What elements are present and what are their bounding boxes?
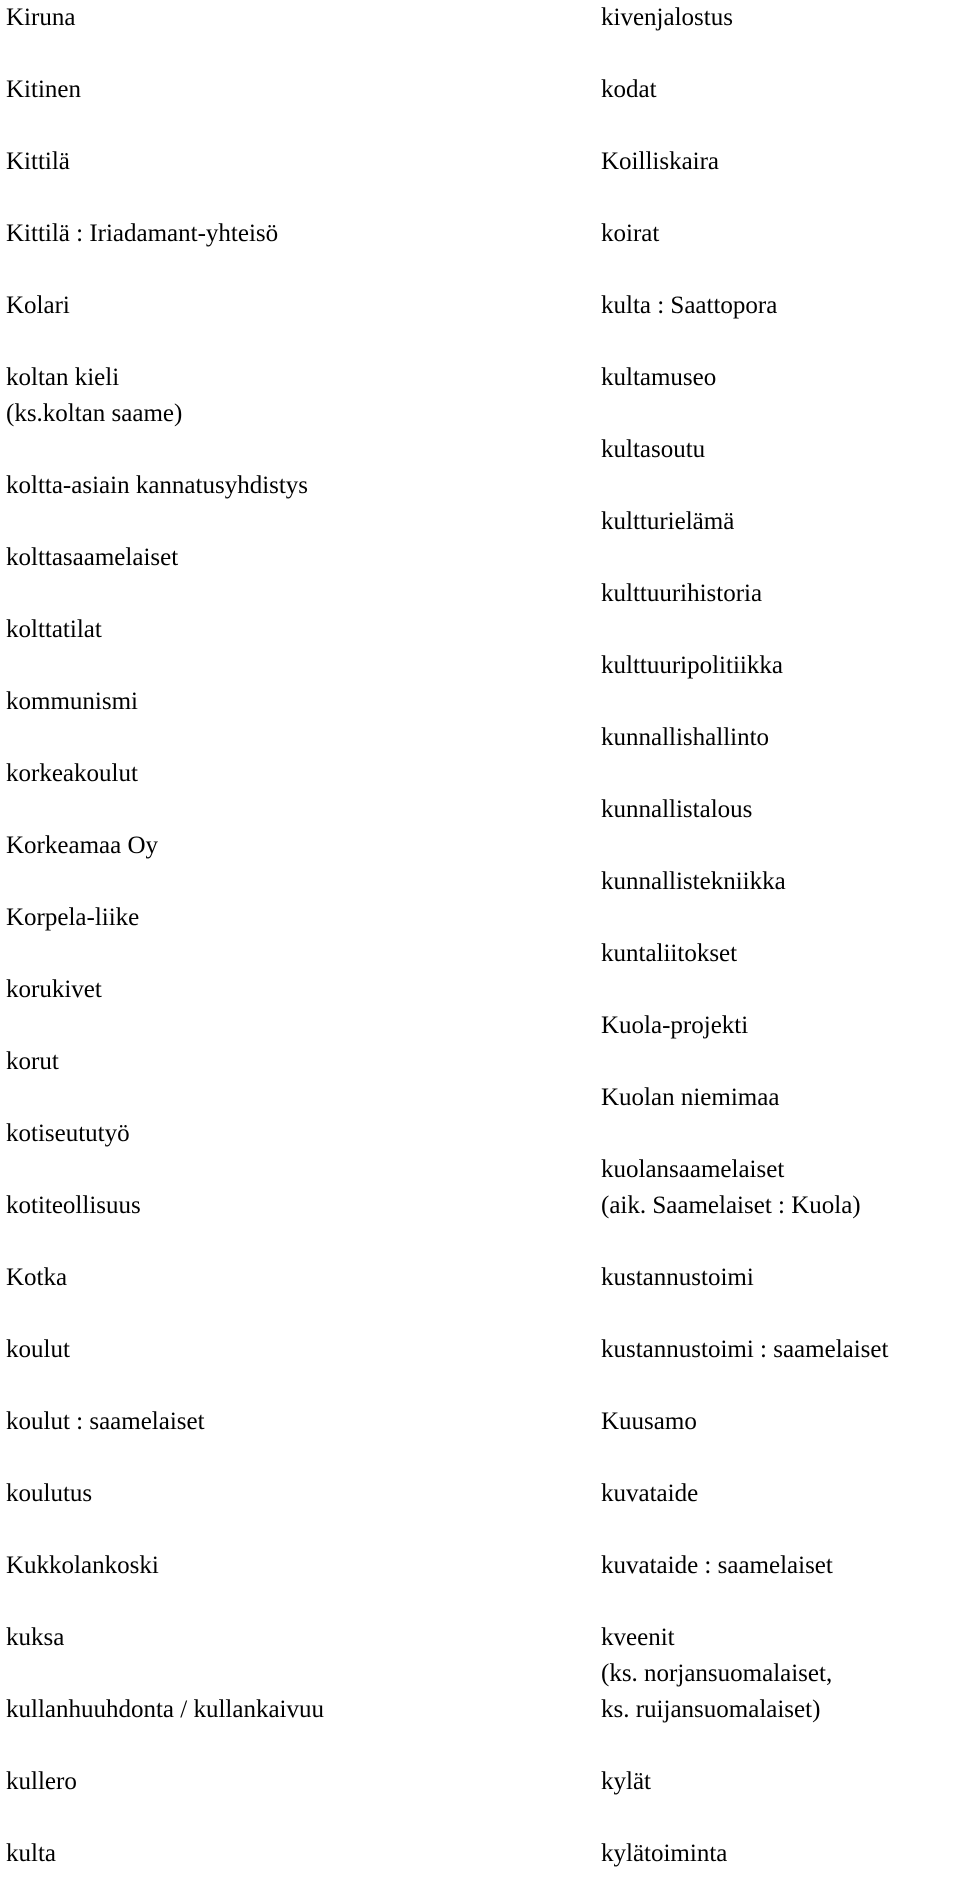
index-entry-text: kylät — [601, 1768, 651, 1795]
index-entry — [601, 504, 734, 540]
index-entry — [601, 288, 777, 324]
index-entry — [601, 864, 786, 900]
index-entry-text: kultturielämä — [601, 508, 735, 535]
index-entry-text: Kittilä — [6, 148, 70, 175]
index-entry-text: koltta-asiain kannatusyhdistys — [6, 472, 309, 499]
index-entry — [601, 720, 769, 756]
index-entry-text: kommunismi — [6, 688, 138, 715]
index-entry-text: kveenit — [601, 1624, 675, 1651]
index-entry-text: ks. ruijansuomalaiset) — [601, 1696, 821, 1723]
index-entry-text: kotiseututyö — [6, 1120, 130, 1147]
index-entry — [601, 72, 657, 108]
index-entry-text: kulta : Saattopora — [601, 292, 778, 319]
index-entry — [6, 288, 70, 324]
index-entry-text: kultamuseo — [601, 364, 717, 391]
index-entry-text: kustannustoimi — [601, 1264, 754, 1291]
index-entry-text: Kiruna — [6, 4, 76, 31]
index-entry — [6, 1548, 159, 1584]
index-entry — [6, 1260, 67, 1296]
index-entry-text: korut — [6, 1048, 59, 1075]
index-entry — [6, 216, 278, 252]
index-entry — [601, 360, 716, 396]
index-entry-text: kullero — [6, 1768, 77, 1795]
index-entry-text: korkeakoulut — [6, 760, 138, 787]
index-entry — [601, 792, 752, 828]
index-entry — [601, 1008, 748, 1044]
index-entry — [601, 1260, 754, 1296]
index-entry — [6, 1764, 77, 1800]
index-entry — [601, 1404, 697, 1440]
index-entry-text: kolttasaamelaiset — [6, 544, 179, 571]
index-entry — [601, 1080, 779, 1116]
index-entry-text: (aik. Saamelaiset : Kuola) — [601, 1192, 861, 1219]
index-entry-text: Korkeamaa Oy — [6, 832, 159, 859]
index-entry — [6, 1116, 130, 1152]
index-entry-text: kullanhuuhdonta / kullankaivuu — [6, 1696, 325, 1723]
index-entry-text: Korpela-liike — [6, 904, 140, 931]
index-entry-text: kunnallishallinto — [601, 724, 770, 751]
index-entry — [6, 756, 138, 792]
index-entry — [6, 1476, 92, 1512]
index-entry — [601, 1152, 861, 1224]
index-entry-text: kulta — [6, 1840, 56, 1867]
index-entry-text: kuvataide : saamelaiset — [601, 1552, 833, 1579]
index-entry-text: kunnallistalous — [601, 796, 753, 823]
index-entry — [6, 1188, 141, 1224]
index-entry — [6, 1404, 205, 1440]
index-entry — [6, 1692, 324, 1728]
index-entry-text: koirat — [601, 220, 660, 247]
index-entry-text: koltan kieli — [6, 364, 120, 391]
index-entry — [6, 1620, 64, 1656]
index-entry-text: kulttuuripolitiikka — [601, 652, 783, 679]
index-entry-text: kuntaliitokset — [601, 940, 738, 967]
index-entry — [601, 144, 719, 180]
index-entry-text: koulut — [6, 1336, 70, 1363]
index-entry — [6, 468, 308, 504]
index-entry-text: kolttatilat — [6, 616, 102, 643]
index-entry-text: korukivet — [6, 976, 102, 1003]
index-entry-text: koulut : saamelaiset — [6, 1408, 205, 1435]
index-entry — [601, 1476, 698, 1512]
index-entry-text: Kittilä : Iriadamant-yhteisö — [6, 220, 279, 247]
index-entry — [6, 0, 75, 36]
index-entry-text: Kitinen — [6, 76, 81, 103]
index-entry-text: kivenjalostus — [601, 4, 733, 31]
index-entry — [6, 1836, 56, 1872]
index-entry — [6, 828, 158, 864]
index-entry-text: kuvataide — [601, 1480, 699, 1507]
index-entry-text: kultasoutu — [601, 436, 706, 463]
index-entry — [601, 1620, 832, 1728]
index-entry-text: kuolansaamelaiset — [601, 1156, 785, 1183]
index-entry-text: Kukkolankoski — [6, 1552, 159, 1579]
index-entry — [601, 0, 733, 36]
index-entry-text: (ks.koltan saame) — [6, 400, 183, 427]
index-entry-text: koulutus — [6, 1480, 93, 1507]
index-entry — [6, 900, 139, 936]
index-entry-text: Kuusamo — [601, 1408, 697, 1435]
index-entry-text: Kuolan niemimaa — [601, 1084, 780, 1111]
index-entry — [601, 1332, 888, 1368]
index-entry — [6, 360, 182, 432]
index-entry — [6, 72, 81, 108]
index-entry — [601, 1836, 727, 1872]
index-entry — [601, 648, 783, 684]
index-entry-text: kotiteollisuus — [6, 1192, 141, 1219]
index-entry-text: (ks. norjansuomalaiset, — [601, 1660, 833, 1687]
index-entry — [601, 432, 705, 468]
index-entry-text: kunnallistekniikka — [601, 868, 786, 895]
index-entry-text: Kolari — [6, 292, 70, 319]
index-entry-text: kodat — [601, 76, 657, 103]
index-entry — [6, 144, 70, 180]
index-entry — [601, 1764, 651, 1800]
index-entry — [6, 972, 102, 1008]
index-entry — [6, 1044, 59, 1080]
index-entry-text: Kuola-projekti — [601, 1012, 749, 1039]
index-entry — [601, 216, 659, 252]
index-entry-text: kustannustoimi : saamelaiset — [601, 1336, 889, 1363]
index-entry — [6, 612, 102, 648]
index-entry-text: Kotka — [6, 1264, 68, 1291]
index-entry-text: kylätoiminta — [601, 1840, 728, 1867]
index-entry — [601, 936, 737, 972]
index-entry-text: kulttuurihistoria — [601, 580, 763, 607]
index-entry — [6, 684, 138, 720]
index-entry — [6, 540, 178, 576]
index-entry — [601, 1548, 833, 1584]
index-entry-text: kuksa — [6, 1624, 65, 1651]
index-entry — [6, 1332, 70, 1368]
index-entry-text: Koilliskaira — [601, 148, 720, 175]
index-entry — [601, 576, 762, 612]
